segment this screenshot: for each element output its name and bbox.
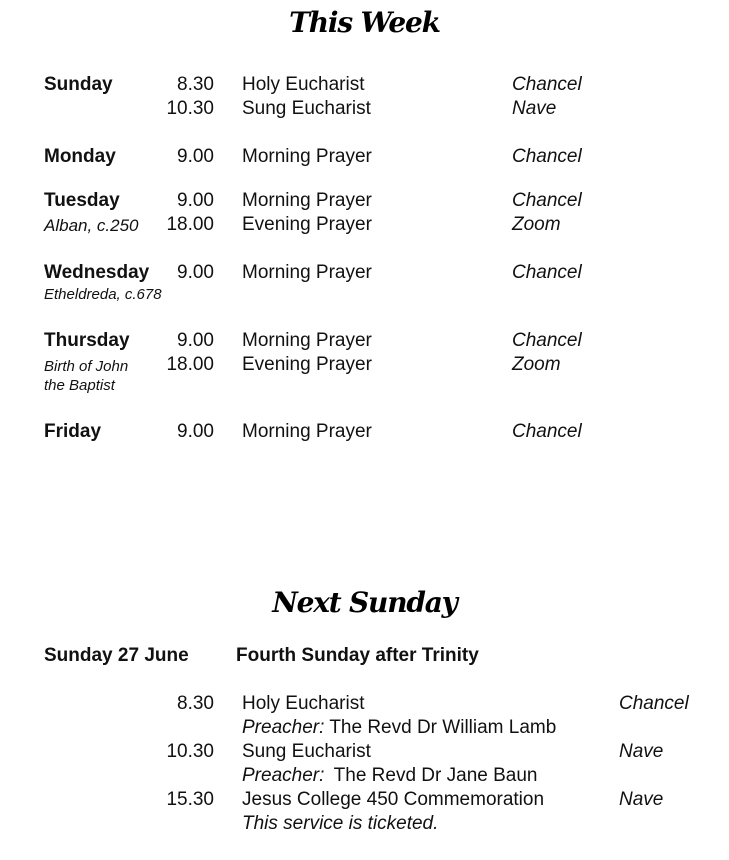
day-tuesday: Tuesday — [44, 190, 120, 211]
service-name: Morning Prayer — [242, 190, 372, 211]
service-location: Chancel — [512, 330, 582, 351]
next-sunday-heading: Next Sunday — [272, 586, 457, 619]
service-location: Zoom — [512, 354, 561, 375]
next-sunday-date: Sunday 27 June — [44, 645, 189, 666]
service-location: Nave — [512, 98, 557, 119]
service-name: Holy Eucharist — [242, 74, 365, 95]
service-name: Morning Prayer — [242, 262, 372, 283]
service-location: Chancel — [512, 74, 582, 95]
service-time: 18.00 — [166, 354, 214, 375]
this-week-heading: This Week — [289, 6, 440, 39]
service-location: Chancel — [512, 146, 582, 167]
service-location: Chancel — [512, 262, 582, 283]
saint-commemoration: Etheldreda, c.678 — [44, 286, 162, 303]
day-sunday: Sunday — [44, 74, 113, 95]
day-friday: Friday — [44, 421, 102, 442]
preacher-line — [242, 716, 556, 740]
service-name: Jesus College 450 Commemoration — [242, 789, 545, 810]
service-time: 15.30 — [166, 789, 214, 810]
saint-commemoration: Alban, c.250 — [44, 216, 139, 235]
service-location: Nave — [619, 789, 664, 810]
service-name: Evening Prayer — [242, 214, 372, 235]
day-wednesday: Wednesday — [44, 262, 150, 283]
service-name: Morning Prayer — [242, 146, 372, 167]
day-thursday: Thursday — [44, 330, 130, 351]
service-time: 8.30 — [177, 74, 214, 95]
service-time: 9.00 — [177, 421, 214, 442]
service-name: Holy Eucharist — [242, 693, 365, 714]
preacher-name: The Revd Dr Jane Baun — [333, 765, 538, 786]
service-name: Evening Prayer — [242, 354, 372, 375]
service-name: Morning Prayer — [242, 330, 372, 351]
preacher-label: Preacher: — [242, 717, 325, 738]
service-location: Nave — [619, 741, 664, 762]
service-time: 10.30 — [166, 98, 214, 119]
day-monday: Monday — [44, 146, 116, 167]
service-location: Chancel — [512, 421, 582, 442]
service-time: 18.00 — [166, 214, 214, 235]
service-time: 10.30 — [166, 741, 214, 762]
next-sunday-occasion: Fourth Sunday after Trinity — [236, 645, 479, 666]
service-time: 8.30 — [177, 693, 214, 714]
saint-commemoration-line-2: the Baptist — [44, 377, 115, 394]
service-location: Zoom — [512, 214, 561, 235]
service-location: Chancel — [512, 190, 582, 211]
service-name: Sung Eucharist — [242, 98, 371, 119]
service-time: 9.00 — [177, 190, 214, 211]
saint-commemoration-line-1: Birth of John — [44, 358, 129, 375]
ticket-note: This service is ticketed. — [242, 813, 439, 834]
service-time: 9.00 — [177, 146, 214, 167]
preacher-label: Preacher: — [242, 765, 325, 786]
service-time: 9.00 — [177, 330, 214, 351]
service-name: Sung Eucharist — [242, 741, 371, 762]
service-time: 9.00 — [177, 262, 214, 283]
preacher-line — [242, 764, 538, 788]
service-location: Chancel — [619, 693, 689, 714]
service-name: Morning Prayer — [242, 421, 372, 442]
preacher-name: The Revd Dr William Lamb — [329, 717, 557, 738]
